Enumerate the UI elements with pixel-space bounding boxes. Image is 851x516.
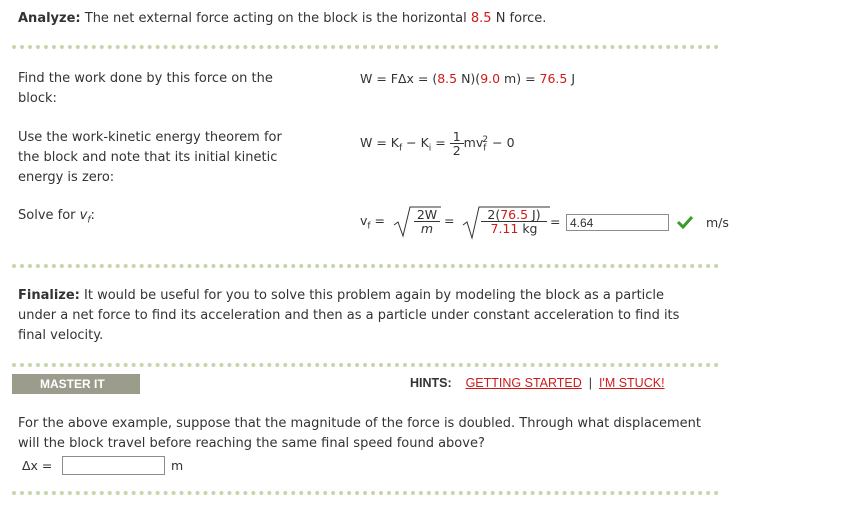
sqrt2-fraction [481,208,547,236]
finalize-line [18,286,718,306]
vf-label [360,213,385,232]
step2-description-line: Use the work-kinetic energy theorem for [18,130,282,145]
vf-unit: m/s [706,215,729,230]
step2-equation [360,130,515,157]
finalize-line: final velocity. [18,328,104,343]
eq-text: mv [463,135,484,150]
step2-description-line: the block and note that its initial kinetic [18,150,278,165]
hint-getting-started-link[interactable]: GETTING STARTED [465,376,582,390]
step3-text: Solve for [18,208,76,223]
step1-description [18,69,273,109]
eq-text: − 0 [488,135,515,150]
finalize-paragraph [18,286,718,346]
dx-answer-input[interactable] [62,456,165,475]
eq-superscript: 2 [482,134,489,145]
eq-work-result: 76.5 [539,71,568,86]
fraction-denominator: m [420,221,434,236]
dx-label: Δx = [22,458,53,473]
eq-unit: kg [518,221,538,236]
step1-description-line: Find the work done by this force on the [18,71,273,86]
eq-displacement-value: 9.0 [480,71,501,86]
hints-label: HINTS: [410,376,452,390]
step1-equation [360,71,575,86]
fraction-denominator [481,222,547,236]
fraction-numerator: 2W [414,208,440,222]
dx-unit: m [171,458,184,473]
fraction-numerator: 1 [450,130,464,144]
checkmark-icon [676,215,694,229]
sqrt1-fraction [414,208,440,236]
analyze-text-after: N force. [495,11,547,26]
step3-variable: v [79,208,88,223]
question-line: For the above example, suppose that the magnitude of the force is doubled. Through what displacement [18,416,702,431]
question-line: will the block travel before reaching the same final speed found above? [18,436,485,451]
step2-description-line: energy is zero: [18,170,115,185]
eq-text: N)( [457,71,481,86]
vf-answer-input[interactable] [566,214,669,231]
eq-text: − K [402,135,429,150]
divider [12,264,719,268]
eq-text: W = FΔx = ( [360,71,438,86]
eq-text: = [431,135,450,150]
hint-im-stuck-link[interactable]: I'M STUCK! [598,376,665,390]
eq-fraction [450,130,464,157]
eq-equals-3: = [550,214,561,229]
eq-text: m) = [500,71,540,86]
divider [12,363,719,367]
vf-symbol: v [360,213,368,228]
eq-text: W = K [360,135,399,150]
analyze-paragraph [18,9,546,29]
eq-equals-2: = [444,213,455,228]
step2-description [18,128,282,188]
eq-force-value: 8.5 [437,71,458,86]
finalize-line: under a net force to find its acceleration and then as a particle under constant acceleration to find its [18,308,680,323]
step3-variable-subscript: f [87,215,91,226]
eq-unit: J [567,71,576,86]
eq-subscript: i [428,143,432,154]
analyze-label: Analyze: [18,11,81,26]
finalize-label: Finalize: [18,288,80,303]
vf-subscript: f [367,221,371,232]
master-it-question [18,414,738,454]
divider [12,45,719,49]
eq-mass-value: 7.11 [490,221,519,236]
eq-subscript: f [483,143,487,154]
analyze-force-value: 8.5 [470,11,492,26]
divider [12,491,719,495]
step3-description [18,206,95,231]
fraction-denominator: 2 [452,143,461,158]
eq-work-value: 76.5 [500,207,529,222]
eq-text: J) [528,207,541,222]
hint-separator: | [588,376,592,390]
step1-description-line: block: [18,91,57,106]
fraction-numerator [481,208,547,222]
eq-text: 2( [487,207,501,222]
hints-bar [410,376,665,390]
eq-subscript: f [398,143,403,154]
analyze-text: The net external force acting on the block is the horizontal [84,11,467,26]
master-it-header: MASTER IT [12,374,140,394]
finalize-text: It would be useful for you to solve this problem again by modeling the block as a particle [84,288,665,303]
step3-colon: : [90,208,95,223]
eq-text: = [370,213,386,228]
